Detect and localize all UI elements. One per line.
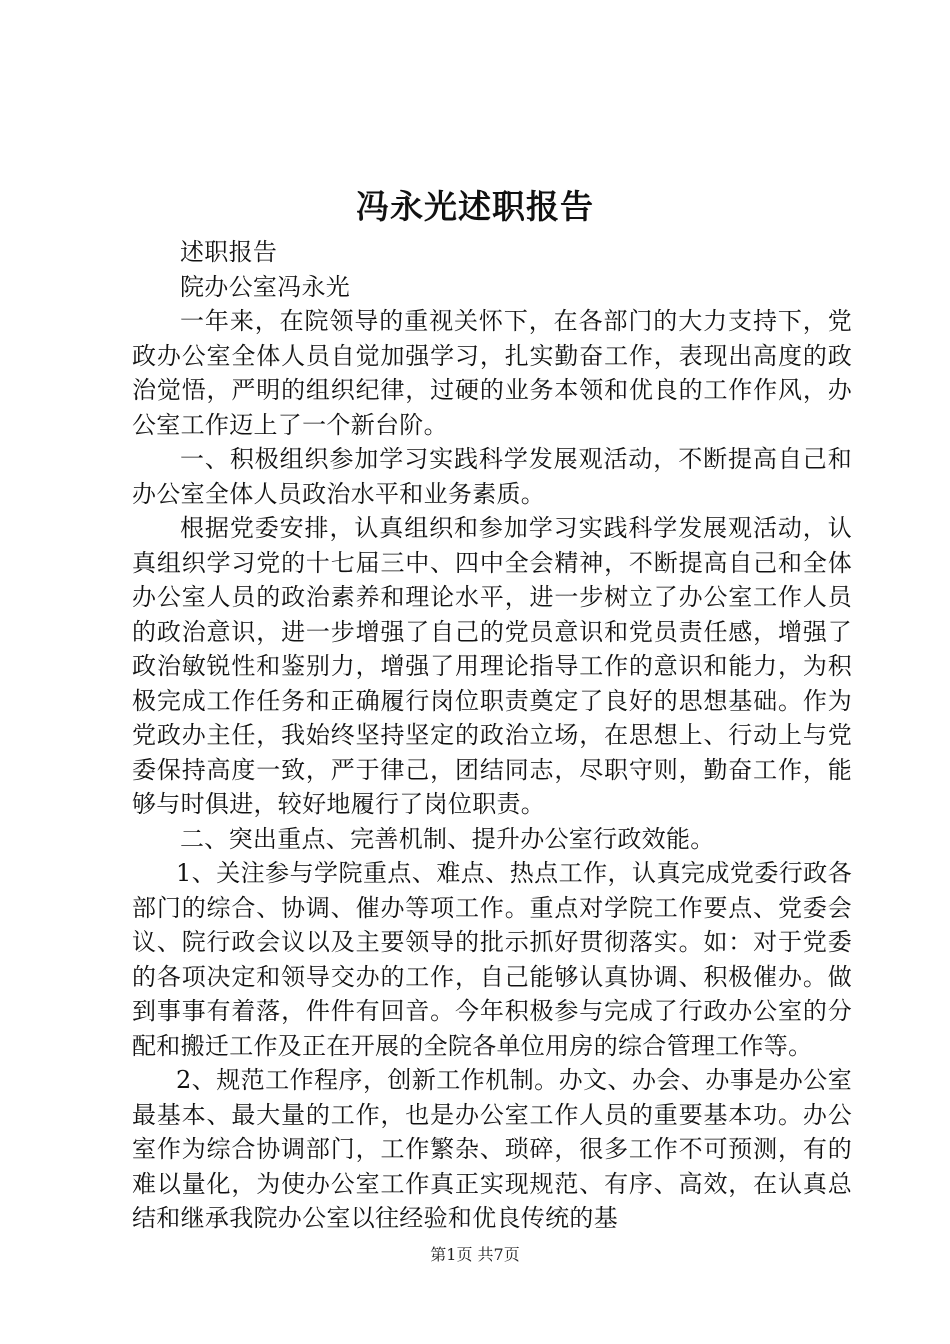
section-heading-1: 一、积极组织参加学习实践科学发展观活动，不断提高自己和办公室全体人员政治水平和业务素质。 [132,445,852,508]
document-body [132,235,852,1236]
paragraph-item-2: 2、规范工作程序，创新工作机制。办文、办会、办事是办公室最基本、最大量的工作，也是办公室工作人员的重要基本功。办公室作为综合协调部门，工作繁杂、琐碎，很多工作不可预测，有的难以量化，为使办公室工作真正实现规范、有序、高效，在认真总结和继承我院办公室以往经验和优良传统的基 [132,1066,852,1232]
page-number-footer: 第1页 共7页 [430,1245,520,1264]
section-heading-2: 二、突出重点、完善机制、提升办公室行政效能。 [180,824,715,853]
report-heading: 述职报告 [180,238,278,266]
paragraph-item-1: 1、关注参与学院重点、难点、热点工作，认真完成党委行政各部门的综合、协调、催办等项工作。重点对学院工作要点、党委会议、院行政会议以及主要领导的批示抓好贯彻落实。如：对于党委的各项决定和领导交办的工作，自己能够认真协调、积极催办。做到事事有着落，件件有回音。今年积极参与完成了行政办公室的分配和搬迁工作及正在开展的全院各单位用房的综合管理工作等。 [132,859,852,1060]
document-title: 冯永光述职报告 [356,187,594,226]
paragraph-section-1: 根据党委安排，认真组织和参加学习实践科学发展观活动，认真组织学习党的十七届三中、四中全会精神，不断提高自己和全体办公室人员的政治素养和理论水平，进一步树立了办公室工作人员的政治意识，进一步增强了自己的党员意识和党员责任感，增强了政治敏锐性和鉴别力，增强了用理论指导工作的意识和能力，为积极完成工作任务和正确履行岗位职责奠定了良好的思想基础。作为党政办主任，我始终坚持坚定的政治立场，在思想上、行动上与党委保持高度一致，严于律己，团结同志，尽职守则，勤奋工作，能够与时俱进，较好地履行了岗位职责。 [132,514,852,818]
paragraph-intro: 一年来，在院领导的重视关怀下，在各部门的大力支持下，党政办公室全体人员自觉加强学习，扎实勤奋工作，表现出高度的政治觉悟，严明的组织纪律，过硬的业务本领和优良的工作作风，办公室工作迈上了一个新台阶。 [132,307,852,439]
author-line: 院办公室冯永光 [180,272,351,301]
